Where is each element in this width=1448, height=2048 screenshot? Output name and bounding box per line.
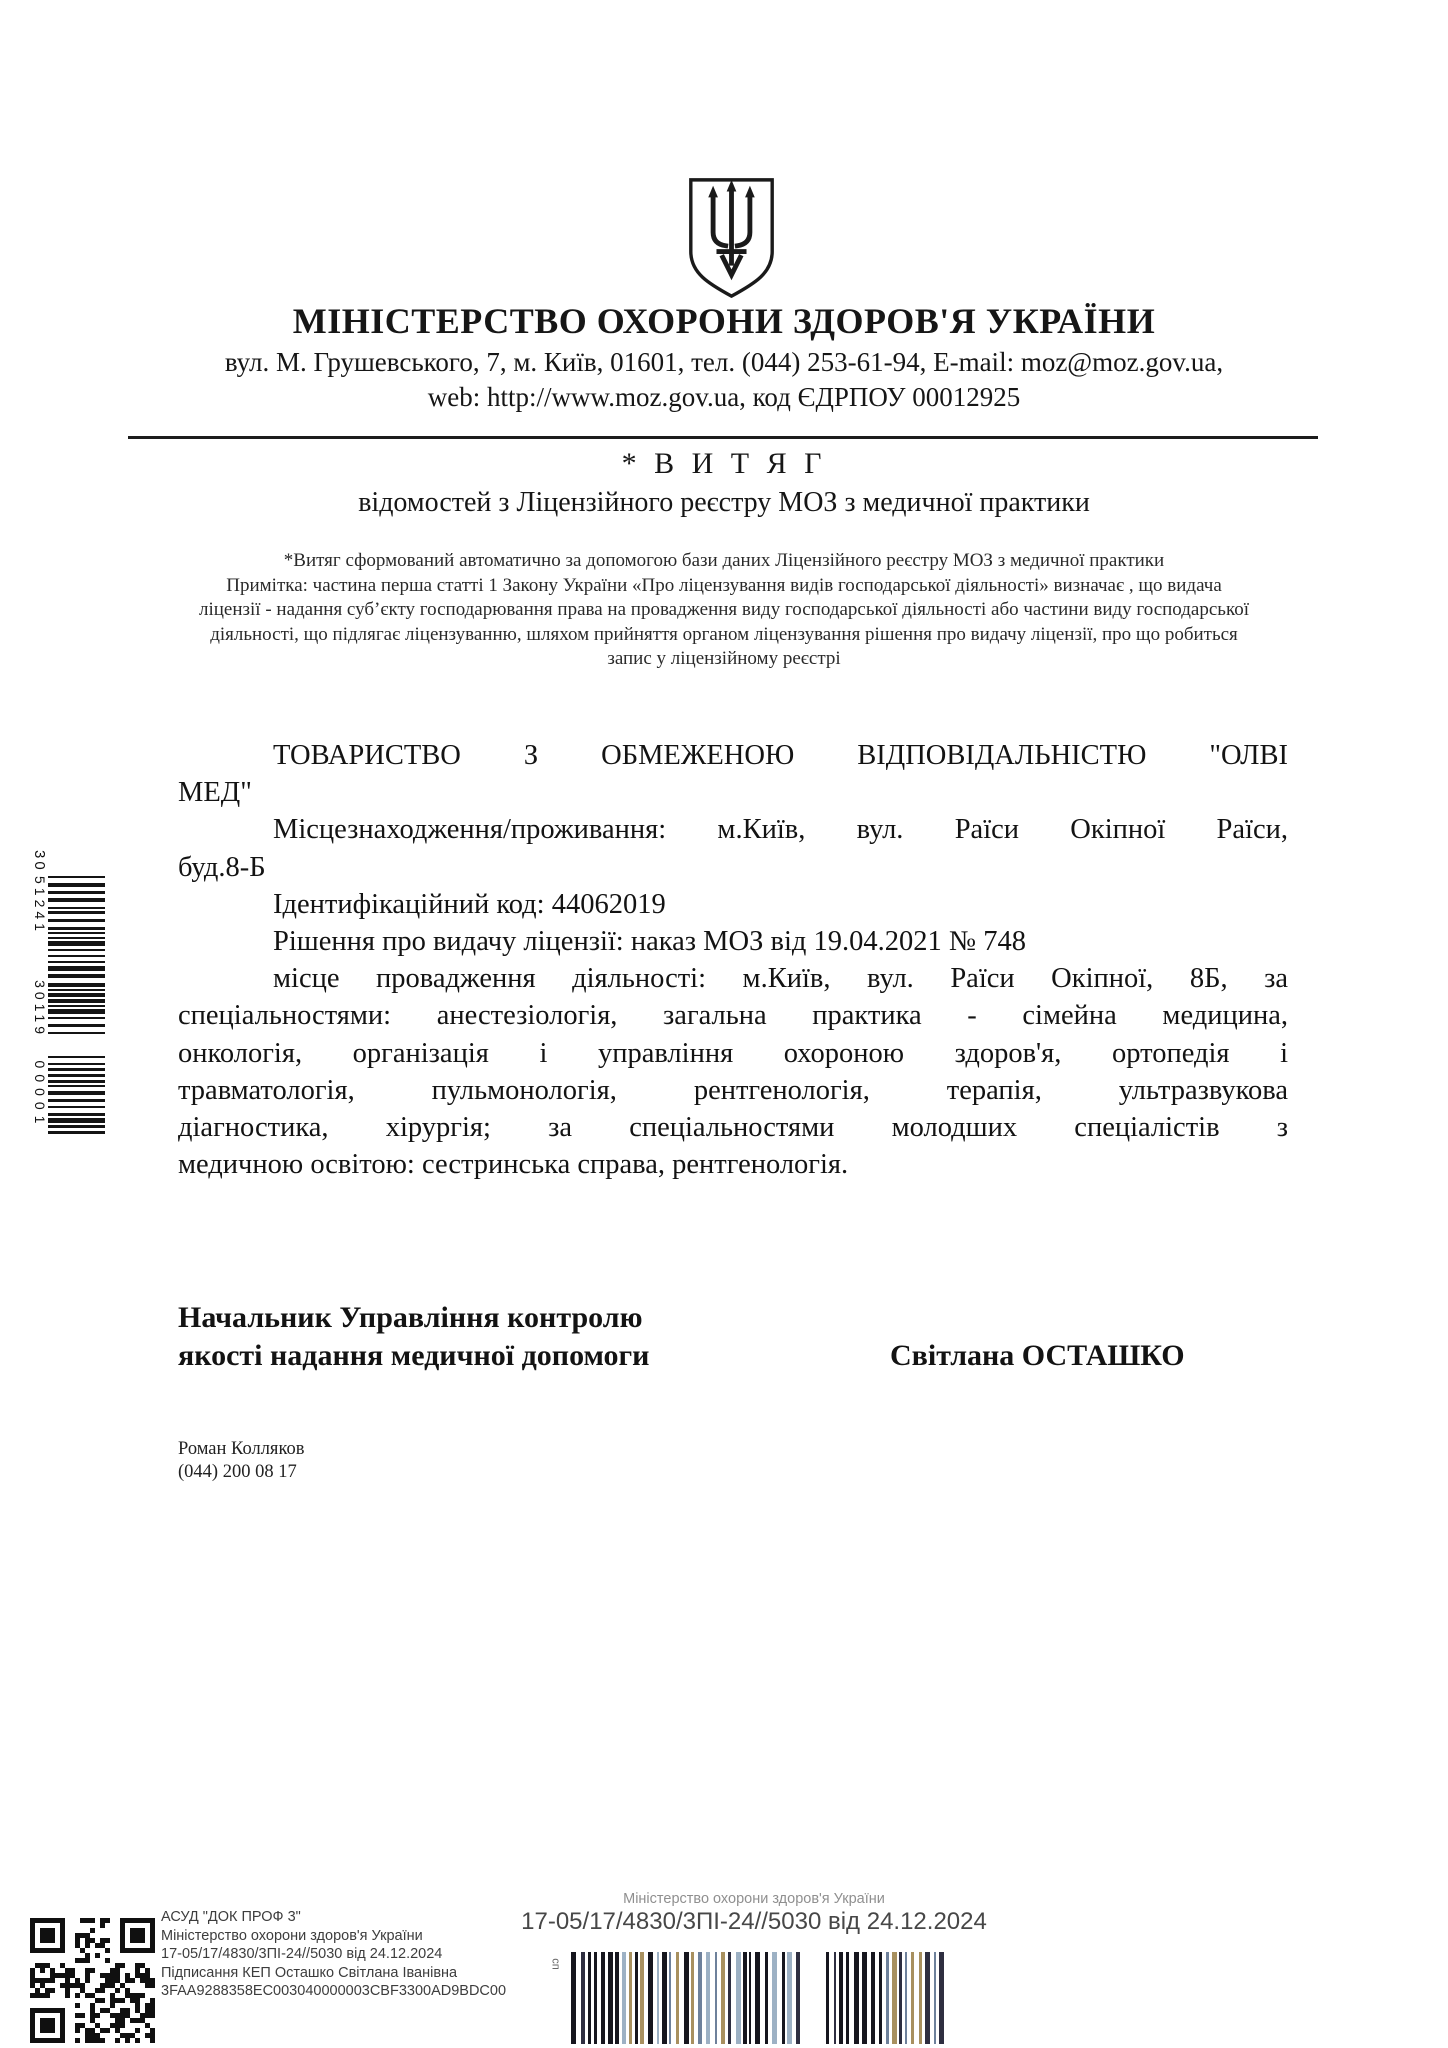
- license-decision-line: Рішення про видачу ліцензії: наказ МОЗ від 19.04.2021 № 748: [273, 926, 1026, 958]
- executor-contact: [178, 1438, 304, 1484]
- stamp-side-label: сп: [549, 1958, 562, 1970]
- kep-line: 17-05/17/4830/3ПІ-24//5030 від 24.12.2024: [161, 1946, 443, 1963]
- note-line: діяльності, що підлягає ліцензуванню, шляхом прийняття органом ліцензування рішення про видачу ліцензії, про що робиться: [210, 623, 1238, 645]
- barcode-bars: [48, 876, 105, 1038]
- ministry-web-and-code: web: http://www.moz.gov.ua, код ЄДРПОУ 00012925: [427, 382, 1021, 412]
- side-barcode-digits: 51241: [32, 876, 48, 935]
- stamp-reference-number: 17-05/17/4830/3ПІ-24//5030 від 24.12.2024: [521, 1908, 987, 1935]
- extract-note: [110, 549, 1338, 672]
- side-barcode-digits: 00001: [32, 1060, 48, 1130]
- stamp-organization: Міністерство охорони здоров'я України: [623, 1891, 885, 1907]
- ukraine-trident-emblem-icon: [683, 176, 780, 300]
- specialties-line: травматологія, пульмонологія, рентгенологія, терапія, ультразвукова: [178, 1074, 1288, 1106]
- qr-code: [30, 1918, 155, 2043]
- specialties-line: діагностика, хірургія; за спеціальностями молодших спеціалістів з: [178, 1112, 1288, 1144]
- signer-name: Світлана ОСТАШКО: [890, 1338, 1185, 1372]
- extract-subtitle: відомостей з Ліцензійного реєстру МОЗ з медичної практики: [358, 487, 1090, 518]
- signature-block: [178, 1299, 1288, 1374]
- stamp-barcode: [571, 1952, 944, 2044]
- signer-position-line: Начальник Управління контролю: [178, 1301, 643, 1334]
- company-name-line: ТОВАРИСТВО З ОБМЕЖЕНОЮ ВІДПОВІДАЛЬНІСТЮ "ОЛВІ: [273, 740, 1288, 771]
- company-name-line: МЕД": [178, 777, 252, 809]
- activity-place-line: місце провадження діяльності: м.Київ, вул. Раїси Окіпної, 8Б, за: [273, 963, 1288, 995]
- location-line: Місцезнаходження/проживання: м.Київ, вул. Раїси Окіпної Раїси,: [273, 814, 1288, 846]
- kep-line: АСУД "ДОК ПРОФ 3": [161, 1909, 301, 1925]
- ministry-address: вул. М. Грушевського, 7, м. Київ, 01601, тел. (044) 253-61-94, E-mail: moz@moz.gov.ua,: [224, 347, 1224, 377]
- specialties-line: спеціальностями: анестезіологія, загальна практика - сімейна медицина,: [178, 1000, 1288, 1032]
- side-barcode-lead-digits: 30: [31, 850, 48, 873]
- specialties-line: онкологія, організація і управління охороною здоров'я, ортопедія і: [178, 1037, 1288, 1069]
- kep-signature-info: [161, 1908, 506, 2001]
- ministry-title: МІНІСТЕРСТВО ОХОРОНИ ЗДОРОВ'Я УКРАЇНИ: [292, 301, 1156, 341]
- side-barcode-main: [30, 876, 105, 1038]
- executor-name: Роман Колляков: [178, 1439, 305, 1459]
- barcode-bars: [826, 1952, 944, 2044]
- barcode-bars: [48, 1056, 105, 1134]
- identification-code-line: Ідентифікаційний код: 44062019: [273, 888, 666, 920]
- side-barcode-digits: 30119: [32, 980, 48, 1038]
- extract-title: * В И Т Я Г: [621, 447, 827, 480]
- kep-line: Міністерство охорони здоров'я України: [161, 1927, 423, 1944]
- specialties-line: медичною освітою: сестринська справа, рентгенологія.: [178, 1149, 849, 1181]
- note-line: *Витяг сформований автоматично за допомогою бази даних Ліцензійного реєстру МОЗ з медичної практики: [283, 550, 1165, 571]
- license-extract-body: [178, 737, 1288, 1183]
- note-line: ліцензії - надання суб’єкту господарювання права на провадження виду господарської діяльності або частини виду господарської: [198, 599, 1250, 621]
- signer-position-line: якості надання медичної допомоги: [178, 1338, 650, 1372]
- kep-line: 3FAA9288358EC003040000003CBF3300AD9BDC00: [161, 1983, 507, 2000]
- location-line: буд.8-Б: [178, 851, 266, 883]
- side-barcode: [30, 850, 106, 1146]
- note-line: запис у ліцензійному реєстрі: [607, 648, 841, 670]
- kep-line: Підписання КЕП Осташко Світлана Іванівна: [161, 1964, 458, 1981]
- header-divider: [128, 436, 1318, 439]
- note-line: Примітка: частина перша статті 1 Закону України «Про ліцензування видів господарської діяльності» визначає , що видача: [226, 574, 1222, 596]
- executor-phone: (044) 200 08 17: [178, 1462, 297, 1482]
- barcode-bars: [571, 1952, 804, 2044]
- side-barcode-supplement: [30, 1056, 105, 1134]
